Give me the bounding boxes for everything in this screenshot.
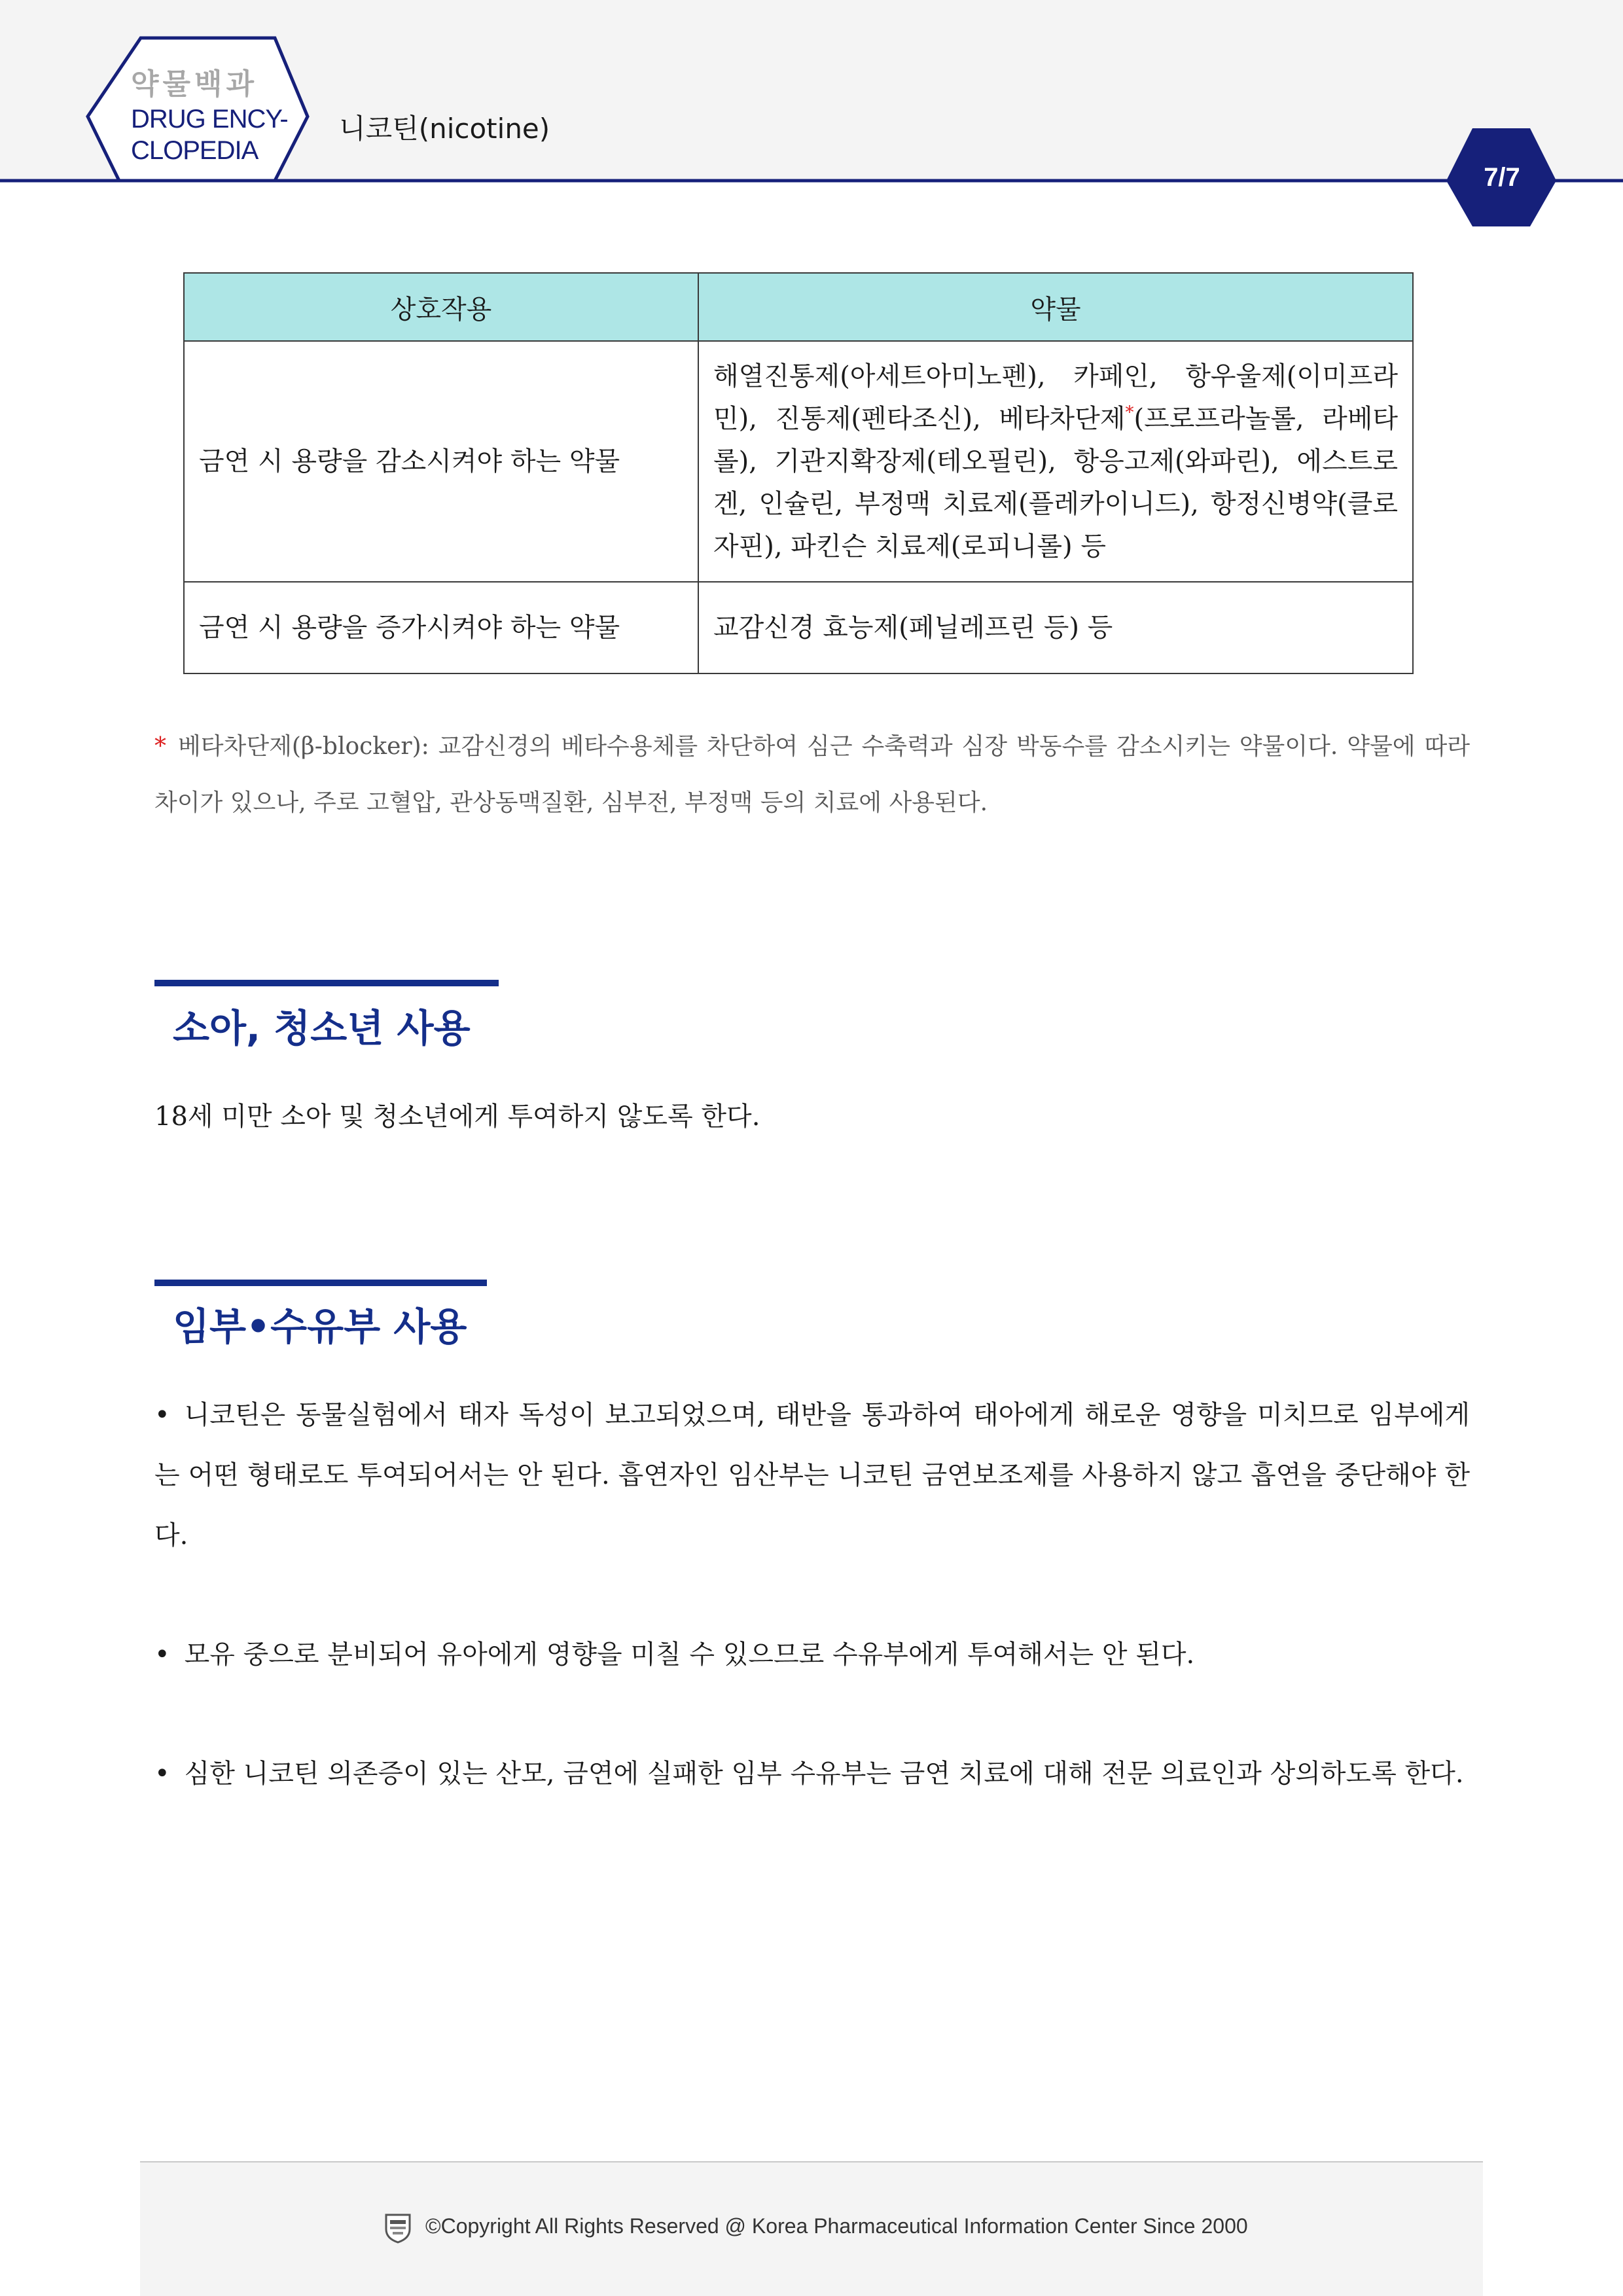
bullet: • — [154, 1759, 170, 1789]
section-title-pregnancy: 임부•수유부 사용 — [173, 1304, 467, 1349]
bullet: • — [154, 1640, 170, 1670]
list-item-text: 니코틴은 동물실험에서 태자 독성이 보고되었으며, 태반을 통과하여 태아에게 해로운 영향을 미치므로 임부에게는 어떤 형태로도 투여되어서는 안 된다. 흡연자인 임산부는 니코틴 금연보조제를 사용하지 않고 흡연을 중단해야 한다. — [154, 1400, 1470, 1551]
list-item — [154, 1385, 1470, 1566]
page-number: 7/7 — [1484, 163, 1520, 192]
table-cell-interaction: 금연 시 용량을 증가시켜야 하는 약물 — [184, 582, 698, 673]
copyright-text: ©Copyright All Rights Reserved @ Korea Pharmaceutical Information Center Since 2000 — [425, 2214, 1248, 2238]
table-header-drugs: 약물 — [698, 273, 1413, 341]
shield-logo-icon — [383, 2212, 412, 2244]
logo-korean: 약물백과 — [131, 67, 259, 101]
interaction-table — [183, 272, 1414, 674]
list-item — [154, 1744, 1470, 1804]
table-cell-interaction: 금연 시 용량을 감소시켜야 하는 약물 — [184, 341, 698, 582]
logo-english-line1: DRUG ENCY- — [131, 105, 288, 134]
list-item-text: 심한 니코틴 의존증이 있는 산모, 금연에 실패한 임부 수유부는 금연 치료에 대해 전문 의료인과 상의하도록 한다. — [184, 1759, 1464, 1789]
footnote — [154, 719, 1470, 831]
footnote-star: * — [154, 733, 166, 760]
section-bar-pediatric — [154, 980, 499, 986]
drugs-text-after: (프로프라놀롤, 라베타롤), 기관지확장제(테오필린), 항응고제(와파린), 에스트로겐, 인슐린, 부정맥 치료제(플레카이니드), 항정신병약(클로자핀), 파킨슨 치료제(로피니롤) 등 — [713, 403, 1398, 562]
table-cell-drugs: 교감신경 효능제(페닐레프린 등) 등 — [698, 582, 1413, 673]
pediatric-body: 18세 미만 소아 및 청소년에게 투여하지 않도록 한다. — [154, 1102, 760, 1132]
table-header-interaction: 상호작용 — [184, 273, 698, 341]
table-cell-drugs — [698, 341, 1413, 582]
list-item — [154, 1624, 1470, 1685]
section-bar-pregnancy — [154, 1280, 487, 1286]
document-title: 니코틴(nicotine) — [339, 113, 550, 145]
list-item-text: 모유 중으로 분비되어 유아에게 영향을 미칠 수 있으므로 수유부에게 투여해서는 안 된다. — [184, 1640, 1195, 1670]
bullet: • — [154, 1400, 170, 1430]
footnote-marker: * — [1125, 403, 1134, 423]
table-row — [184, 341, 1413, 582]
footnote-text: 베타차단제(β-blocker): 교감신경의 베타수용체를 차단하여 심근 수축력과 심장 박동수를 감소시키는 약물이다. 약물에 따라 차이가 있으나, 주로 고혈압, 관상동맥질환, 심부전, 부정맥 등의 치료에 사용된다. — [154, 733, 1470, 816]
table-row — [184, 582, 1413, 673]
table-header-row — [184, 273, 1413, 341]
section-title-pediatric: 소아, 청소년 사용 — [173, 1006, 471, 1050]
logo — [131, 65, 321, 166]
drugs-text-before: 해열진통제(아세트아미노펜), 카페인, 항우울제(이미프라민), 진통제(펜타조신), 베타차단제 — [713, 361, 1398, 434]
logo-english-line2: CLOPEDIA — [131, 136, 259, 165]
